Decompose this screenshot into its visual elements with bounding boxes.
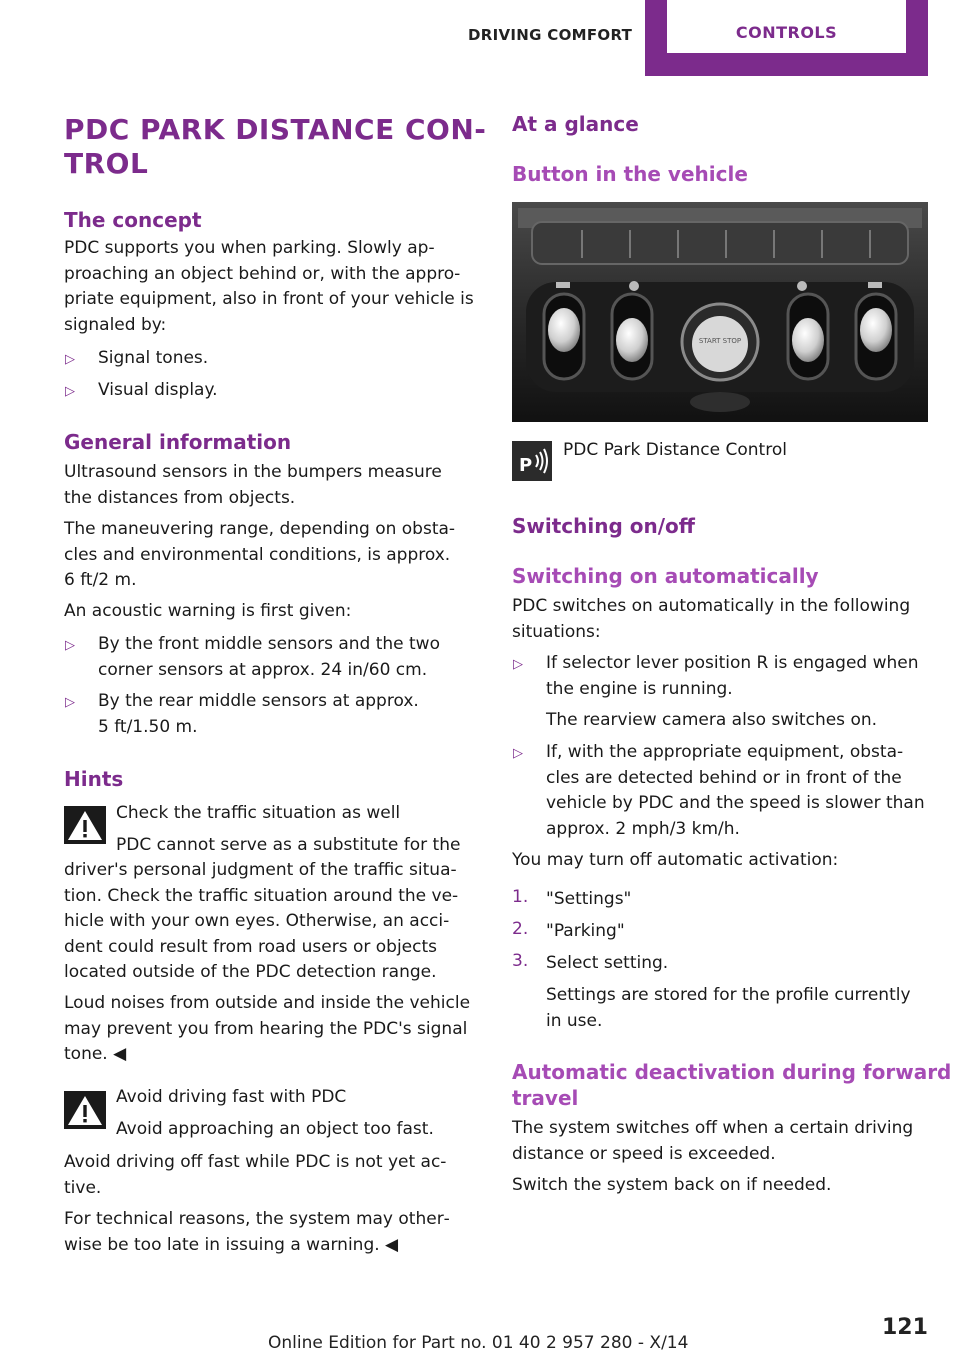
bullet-triangle-icon: ▷ <box>513 746 523 761</box>
list-item: By the front middle sensors and the two corner sensors at approx. 24 in/60 cm. <box>98 634 440 680</box>
turnoff-paragraph: You may turn off automatic activation: <box>512 850 839 870</box>
vehicle-button-photo <box>512 202 928 422</box>
warning-1-title: Check the traffic situation as well <box>116 803 401 823</box>
deactivation-paragraph-1: The system switches off when a certain driving distance or speed is exceeded. <box>512 1118 914 1164</box>
step-number: 2. <box>512 919 529 939</box>
bullet-triangle-icon: ▷ <box>513 657 523 672</box>
auto-paragraph: PDC switches on automatically in the following situations: <box>512 596 911 642</box>
list-item: By the rear middle sensors at approx. 5 ft/1.50 m. <box>98 691 419 737</box>
warning-1-body: driver's personal judgment of the traffic situa‐ tion. Check the traffic situation around the ve‐ hicle with your own eyes. Otherwise, an acci‐ dent could result from road users or objects located outside of the PDC detection range. <box>64 860 459 982</box>
warning-icon <box>64 1091 106 1129</box>
page-title: PDC PARK DISTANCE CON‐ TROL <box>64 113 487 180</box>
switch-heading: Switching on/off <box>512 514 695 538</box>
bullet-triangle-icon: ▷ <box>65 695 75 710</box>
section-label: DRIVING COMFORT <box>468 26 633 44</box>
warning-2-title: Avoid driving fast with PDC <box>116 1087 347 1107</box>
general-paragraph-3: An acoustic warning is first given: <box>64 601 352 621</box>
general-paragraph-2: The maneuvering range, depending on obsta‐ cles and environmental conditions, is approx. 6 ft/2 m. <box>64 519 456 590</box>
deactivation-paragraph-2: Switch the system back on if needed. <box>512 1175 832 1195</box>
warning-2-paragraph-2: For technical reasons, the system may other‐ wise be too late in issuing a warning. ◀ <box>64 1209 450 1255</box>
bullet-triangle-icon: ▷ <box>65 352 75 367</box>
step-text: Select setting. <box>546 953 669 973</box>
list-item: Visual display. <box>98 380 218 400</box>
chapter-tab <box>645 0 928 76</box>
warning-icon <box>64 806 106 844</box>
bullet-triangle-icon: ▷ <box>65 384 75 399</box>
step-number: 3. <box>512 951 529 971</box>
start-stop-label: START STOP <box>698 337 742 345</box>
general-paragraph-1: Ultrasound sensors in the bumpers measure the distances from objects. <box>64 462 442 508</box>
auto-heading: Switching on automatically <box>512 564 819 588</box>
step-number: 1. <box>512 887 529 907</box>
warning-2-paragraph-1: Avoid driving off fast while PDC is not yet ac‐ tive. <box>64 1152 447 1198</box>
concept-heading: The concept <box>64 208 202 232</box>
step-text: "Settings" <box>546 889 632 909</box>
list-item: If selector lever position R is engaged when the engine is running. <box>546 653 919 699</box>
bullet-triangle-icon: ▷ <box>65 638 75 653</box>
hints-heading: Hints <box>64 767 124 791</box>
chapter-tab-label: CONTROLS <box>735 23 838 42</box>
step-note: Settings are stored for the profile currently in use. <box>546 985 911 1031</box>
page-number: 121 <box>882 1315 928 1340</box>
button-heading: Button in the vehicle <box>512 162 748 186</box>
deactivation-heading: Automatic deactivation during forward travel <box>512 1060 952 1110</box>
general-heading: General information <box>64 430 292 454</box>
list-item: If, with the appropriate equipment, obsta‐ cles are detected behind or in front of the vehicle by PDC and the speed is slower than approx. 2 mph/3 km/h. <box>546 742 925 839</box>
list-item-note: The rearview camera also switches on. <box>546 710 878 730</box>
concept-paragraph: PDC supports you when parking. Slowly ap‐ proaching an object behind or, with the appro‐ priate equipment, also in front of your vehicle is signaled by: <box>64 238 474 335</box>
list-item: Signal tones. <box>98 348 209 368</box>
glance-heading: At a glance <box>512 112 639 136</box>
footer-text: Online Edition for Part no. 01 40 2 957 280 - X/14 <box>268 1333 689 1353</box>
warning-1-paragraph-2: Loud noises from outside and inside the vehicle may prevent you from hearing the PDC's signal tone. ◀ <box>64 993 471 1064</box>
pdc-icon <box>512 441 552 481</box>
svg-text:P: P <box>519 455 533 476</box>
warning-2-line: Avoid approaching an object too fast. <box>116 1119 434 1139</box>
warning-1-line: PDC cannot serve as a substitute for the <box>116 835 461 855</box>
step-text: "Parking" <box>546 921 625 941</box>
button-caption: PDC Park Distance Control <box>563 440 787 460</box>
